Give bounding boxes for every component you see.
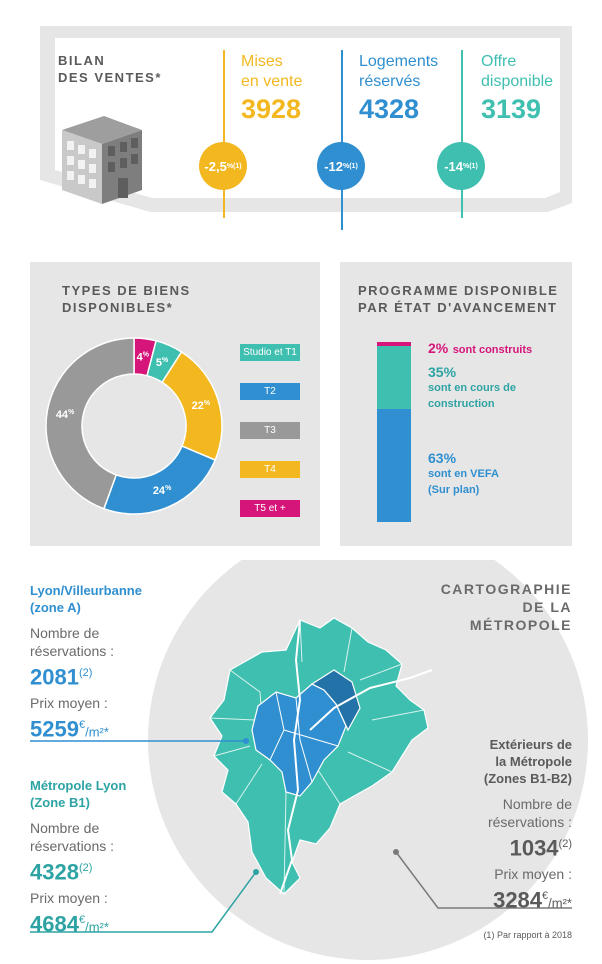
programme-label-en-cours xyxy=(428,364,516,412)
stat-line-offre xyxy=(461,50,463,218)
carto-title: CARTOGRAPHIE DE LA MÉTROPOLE xyxy=(440,581,572,633)
legend-studio-t1: Studio et T1 xyxy=(240,344,300,361)
zone-prix-value: 5259€/m²* xyxy=(30,716,109,742)
stat-label-line1: Logements xyxy=(359,53,439,70)
zone-title: Extérieurs de xyxy=(489,737,572,752)
donut-slice-label: 4% xyxy=(136,351,150,364)
zone-lyon-villeurbanne xyxy=(30,582,142,746)
zone-res-value: 2081$^{(2)}$ xyxy=(30,664,93,690)
programme-pct: 35% xyxy=(428,364,457,380)
stat-label-line1: Mises xyxy=(241,53,283,70)
programme-label-construits xyxy=(428,340,532,358)
programme-bar-segment xyxy=(377,346,411,409)
types-title: TYPES DE BIENS DISPONIBLES* xyxy=(62,283,191,315)
zone-res-label: Nombre de xyxy=(30,820,100,836)
zone-res-label: Nombre de xyxy=(502,796,572,812)
donut-slice xyxy=(104,446,215,514)
legend-t2: T2 xyxy=(240,383,300,400)
stat-line-logements xyxy=(341,50,343,230)
donut-slice-label: 44% xyxy=(55,408,75,421)
programme-pct: 63% xyxy=(428,450,457,466)
programme-label-vefa xyxy=(428,450,499,498)
variation-badge-offre: -14 %(1) xyxy=(437,142,485,190)
bilan-title: BILAN DES VENTES* xyxy=(58,53,162,85)
legend-t4: T4 xyxy=(240,461,300,478)
zone-metropole-lyon xyxy=(30,777,126,941)
programme-pct: 2% xyxy=(428,340,449,356)
stat-value: 4328 xyxy=(359,94,420,124)
zone-prix-value: 4684€/m²* xyxy=(30,911,109,937)
building-icon xyxy=(58,108,148,206)
stat-label-line2: réservés xyxy=(359,73,421,90)
programme-stacked-bar xyxy=(377,342,411,522)
programme-bar-segment xyxy=(377,409,411,522)
zone-subtitle: (Zone B1) xyxy=(30,795,90,810)
types-legend xyxy=(240,344,300,517)
programme-text: sont construits xyxy=(452,344,533,356)
zone-res-value: 4328$^{(2)}$ xyxy=(30,859,93,885)
zone-prix-label: Prix moyen : xyxy=(30,890,108,907)
zone-res-label: réservations : xyxy=(487,814,572,830)
stat-label-line1: Offre xyxy=(481,53,517,70)
programme-text: construction xyxy=(428,398,495,410)
zone-subtitle: la Métropole xyxy=(495,754,572,769)
zone-res-label: réservations : xyxy=(30,838,115,854)
zone-title: Métropole Lyon xyxy=(30,778,127,793)
zone-subtitle: (Zones B1-B2) xyxy=(483,771,572,786)
programme-text: sont en VEFA xyxy=(428,468,499,480)
zone-prix-label: Prix moyen : xyxy=(494,866,572,883)
zone-subtitle: (zone A) xyxy=(30,600,81,615)
footnote: (1) Par rapport à 2018 xyxy=(483,930,572,940)
stat-line-mises xyxy=(223,50,225,218)
stat-offre-disponible xyxy=(481,52,553,124)
zone-prix-label: Prix moyen : xyxy=(30,695,108,712)
stat-label-line2: disponible xyxy=(481,73,554,90)
programme-text: (Sur plan) xyxy=(428,484,480,496)
programme-text: sont en cours de xyxy=(428,382,517,394)
zone-title: Lyon/Villeurbanne xyxy=(30,583,142,598)
zone-exterieurs xyxy=(484,736,572,917)
types-donut-chart xyxy=(34,326,234,526)
legend-t5-plus: T5 et + xyxy=(240,500,300,517)
stat-label-line2: en vente xyxy=(241,73,303,90)
zone-prix-value: 3284€/m²* xyxy=(493,887,572,913)
legend-t3: T3 xyxy=(240,422,300,439)
donut-slice-label: 5% xyxy=(155,356,169,369)
zone-res-label: réservations : xyxy=(30,643,115,659)
donut-slice-label: 22% xyxy=(191,400,211,413)
stat-value: 3928 xyxy=(241,94,302,124)
stat-mises-en-vente xyxy=(241,52,302,124)
zone-res-label: Nombre de xyxy=(30,625,100,641)
stat-logements-reserves xyxy=(359,52,438,124)
stat-value: 3139 xyxy=(481,94,542,124)
donut-slice-label: 24% xyxy=(152,485,172,498)
zone-res-value: 1034$^{(2)}$ xyxy=(509,835,572,861)
programme-title: PROGRAMME DISPONIBLE PAR ÉTAT D'AVANCEMENT xyxy=(358,283,559,315)
variation-badge-mises: -2,5 %(1) xyxy=(199,142,247,190)
variation-badge-logements: -12 %(1) xyxy=(317,142,365,190)
